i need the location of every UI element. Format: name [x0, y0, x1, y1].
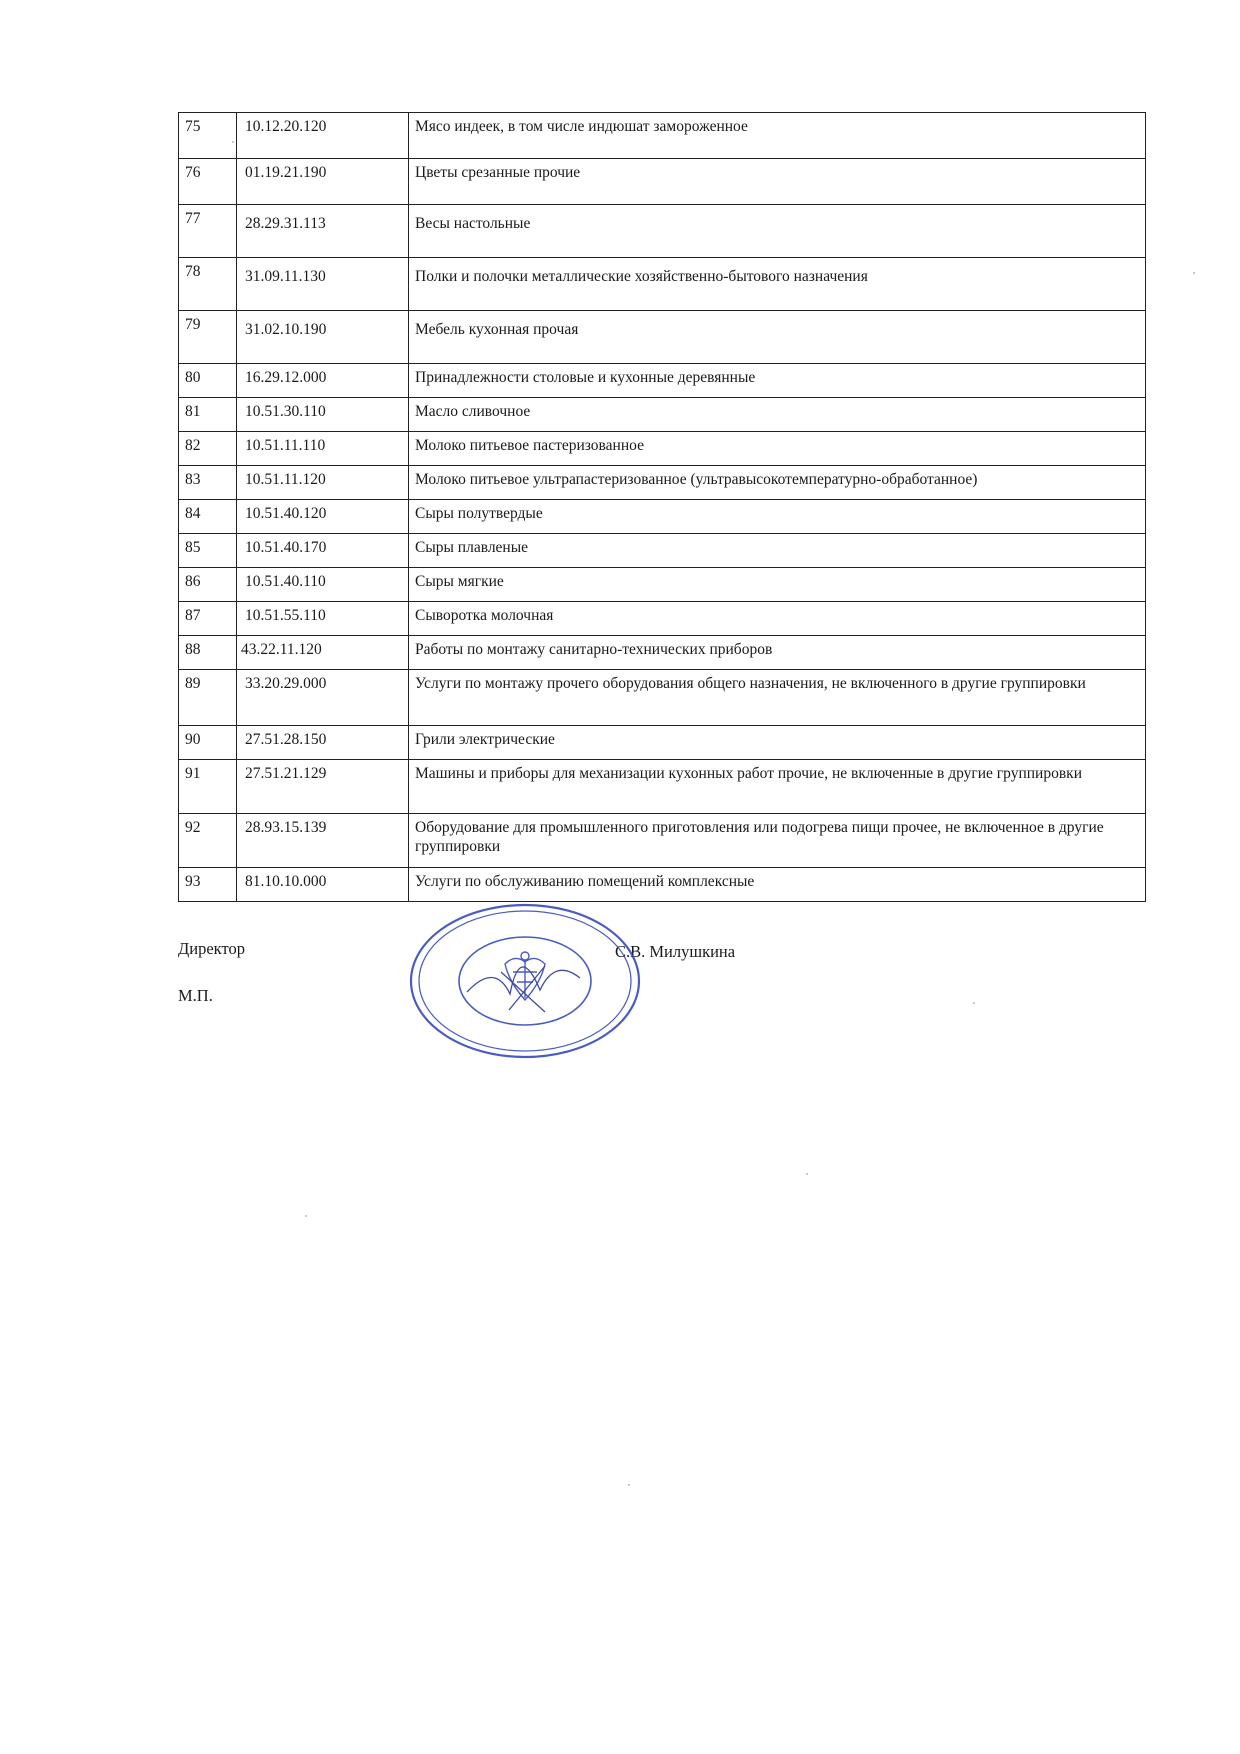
row-number: 87 — [179, 602, 237, 636]
okpd-code: 10.51.11.110 — [237, 432, 409, 466]
okpd-code: 01.19.21.190 — [237, 159, 409, 205]
director-label: Директор — [178, 939, 245, 958]
table-row — [179, 726, 1146, 760]
okpd-code: 16.29.12.000 — [237, 364, 409, 398]
official-stamp-seal — [405, 902, 645, 1060]
signer-name: С.В. Милушкина — [615, 942, 736, 961]
okpd-code: 10.51.55.110 — [237, 602, 409, 636]
row-number: 86 — [179, 568, 237, 602]
row-number: 89 — [179, 670, 237, 726]
row-number: 77 — [179, 205, 237, 258]
row-number: 81 — [179, 398, 237, 432]
row-number: 75 — [179, 113, 237, 159]
seal-place-label: М.П. — [178, 986, 213, 1005]
item-name: Сыры плавленые — [409, 534, 1146, 568]
okpd-code: 28.93.15.139 — [237, 814, 409, 868]
row-number: 84 — [179, 500, 237, 534]
row-number: 82 — [179, 432, 237, 466]
row-number: 90 — [179, 726, 237, 760]
item-name: Цветы срезанные прочие — [409, 159, 1146, 205]
stamp-emblem-icon — [505, 952, 545, 1000]
table-row — [179, 205, 1146, 258]
okpd-code: 10.12.20.120 — [237, 113, 409, 159]
okpd-code: 27.51.21.129 — [237, 760, 409, 814]
okpd-table — [178, 112, 1146, 902]
row-number: 91 — [179, 760, 237, 814]
row-number: 92 — [179, 814, 237, 868]
okpd-code: 10.51.40.170 — [237, 534, 409, 568]
item-name: Оборудование для промышленного приготовления или подогрева пищи прочее, не включенное в другие группировки — [409, 814, 1146, 868]
item-name: Мебель кухонная прочая — [409, 311, 1146, 364]
table-row — [179, 636, 1146, 670]
okpd-code: 31.02.10.190 — [237, 311, 409, 364]
item-name: Услуги по обслуживанию помещений комплексные — [409, 868, 1146, 902]
row-number: 83 — [179, 466, 237, 500]
item-name: Молоко питьевое ультрапастеризованное (ультравысокотемпературно-обработанное) — [409, 466, 1146, 500]
okpd-code: 27.51.28.150 — [237, 726, 409, 760]
item-name: Мясо индеек, в том числе индюшат замороженное — [409, 113, 1146, 159]
item-name: Работы по монтажу санитарно-технических приборов — [409, 636, 1146, 670]
item-name: Грили электрические — [409, 726, 1146, 760]
row-number: 93 — [179, 868, 237, 902]
okpd-code: 28.29.31.113 — [237, 205, 409, 258]
table-row — [179, 500, 1146, 534]
okpd-code: 10.51.40.120 — [237, 500, 409, 534]
table-row — [179, 311, 1146, 364]
row-number: 78 — [179, 258, 237, 311]
row-number: 79 — [179, 311, 237, 364]
table-row — [179, 568, 1146, 602]
item-name: Сыры полутвердые — [409, 500, 1146, 534]
table-row — [179, 258, 1146, 311]
okpd-code: 43.22.11.120 — [237, 636, 409, 670]
table-row — [179, 466, 1146, 500]
okpd-code: 81.10.10.000 — [237, 868, 409, 902]
okpd-code: 10.51.40.110 — [237, 568, 409, 602]
item-name: Машины и приборы для механизации кухонных работ прочие, не включенные в другие группировки — [409, 760, 1146, 814]
table-row — [179, 364, 1146, 398]
okpd-table-body — [179, 113, 1146, 902]
table-row — [179, 868, 1146, 902]
item-name: Принадлежности столовые и кухонные деревянные — [409, 364, 1146, 398]
okpd-code: 10.51.30.110 — [237, 398, 409, 432]
table-row — [179, 159, 1146, 205]
table-row — [179, 760, 1146, 814]
item-name: Молоко питьевое пастеризованное — [409, 432, 1146, 466]
okpd-code: 33.20.29.000 — [237, 670, 409, 726]
okpd-code: 31.09.11.130 — [237, 258, 409, 311]
table-row — [179, 602, 1146, 636]
table-row — [179, 113, 1146, 159]
table-row — [179, 534, 1146, 568]
row-number: 80 — [179, 364, 237, 398]
item-name: Услуги по монтажу прочего оборудования общего назначения, не включенного в другие группировки — [409, 670, 1146, 726]
item-name: Сыры мягкие — [409, 568, 1146, 602]
row-number: 88 — [179, 636, 237, 670]
row-number: 76 — [179, 159, 237, 205]
table-row — [179, 432, 1146, 466]
table-row — [179, 398, 1146, 432]
item-name: Полки и полочки металлические хозяйственно-бытового назначения — [409, 258, 1146, 311]
row-number: 85 — [179, 534, 237, 568]
okpd-code: 10.51.11.120 — [237, 466, 409, 500]
table-row — [179, 670, 1146, 726]
item-name: Сыворотка молочная — [409, 602, 1146, 636]
table-row — [179, 814, 1146, 868]
stamp-signature-icon — [467, 966, 580, 1012]
item-name: Весы настольные — [409, 205, 1146, 258]
item-name: Масло сливочное — [409, 398, 1146, 432]
